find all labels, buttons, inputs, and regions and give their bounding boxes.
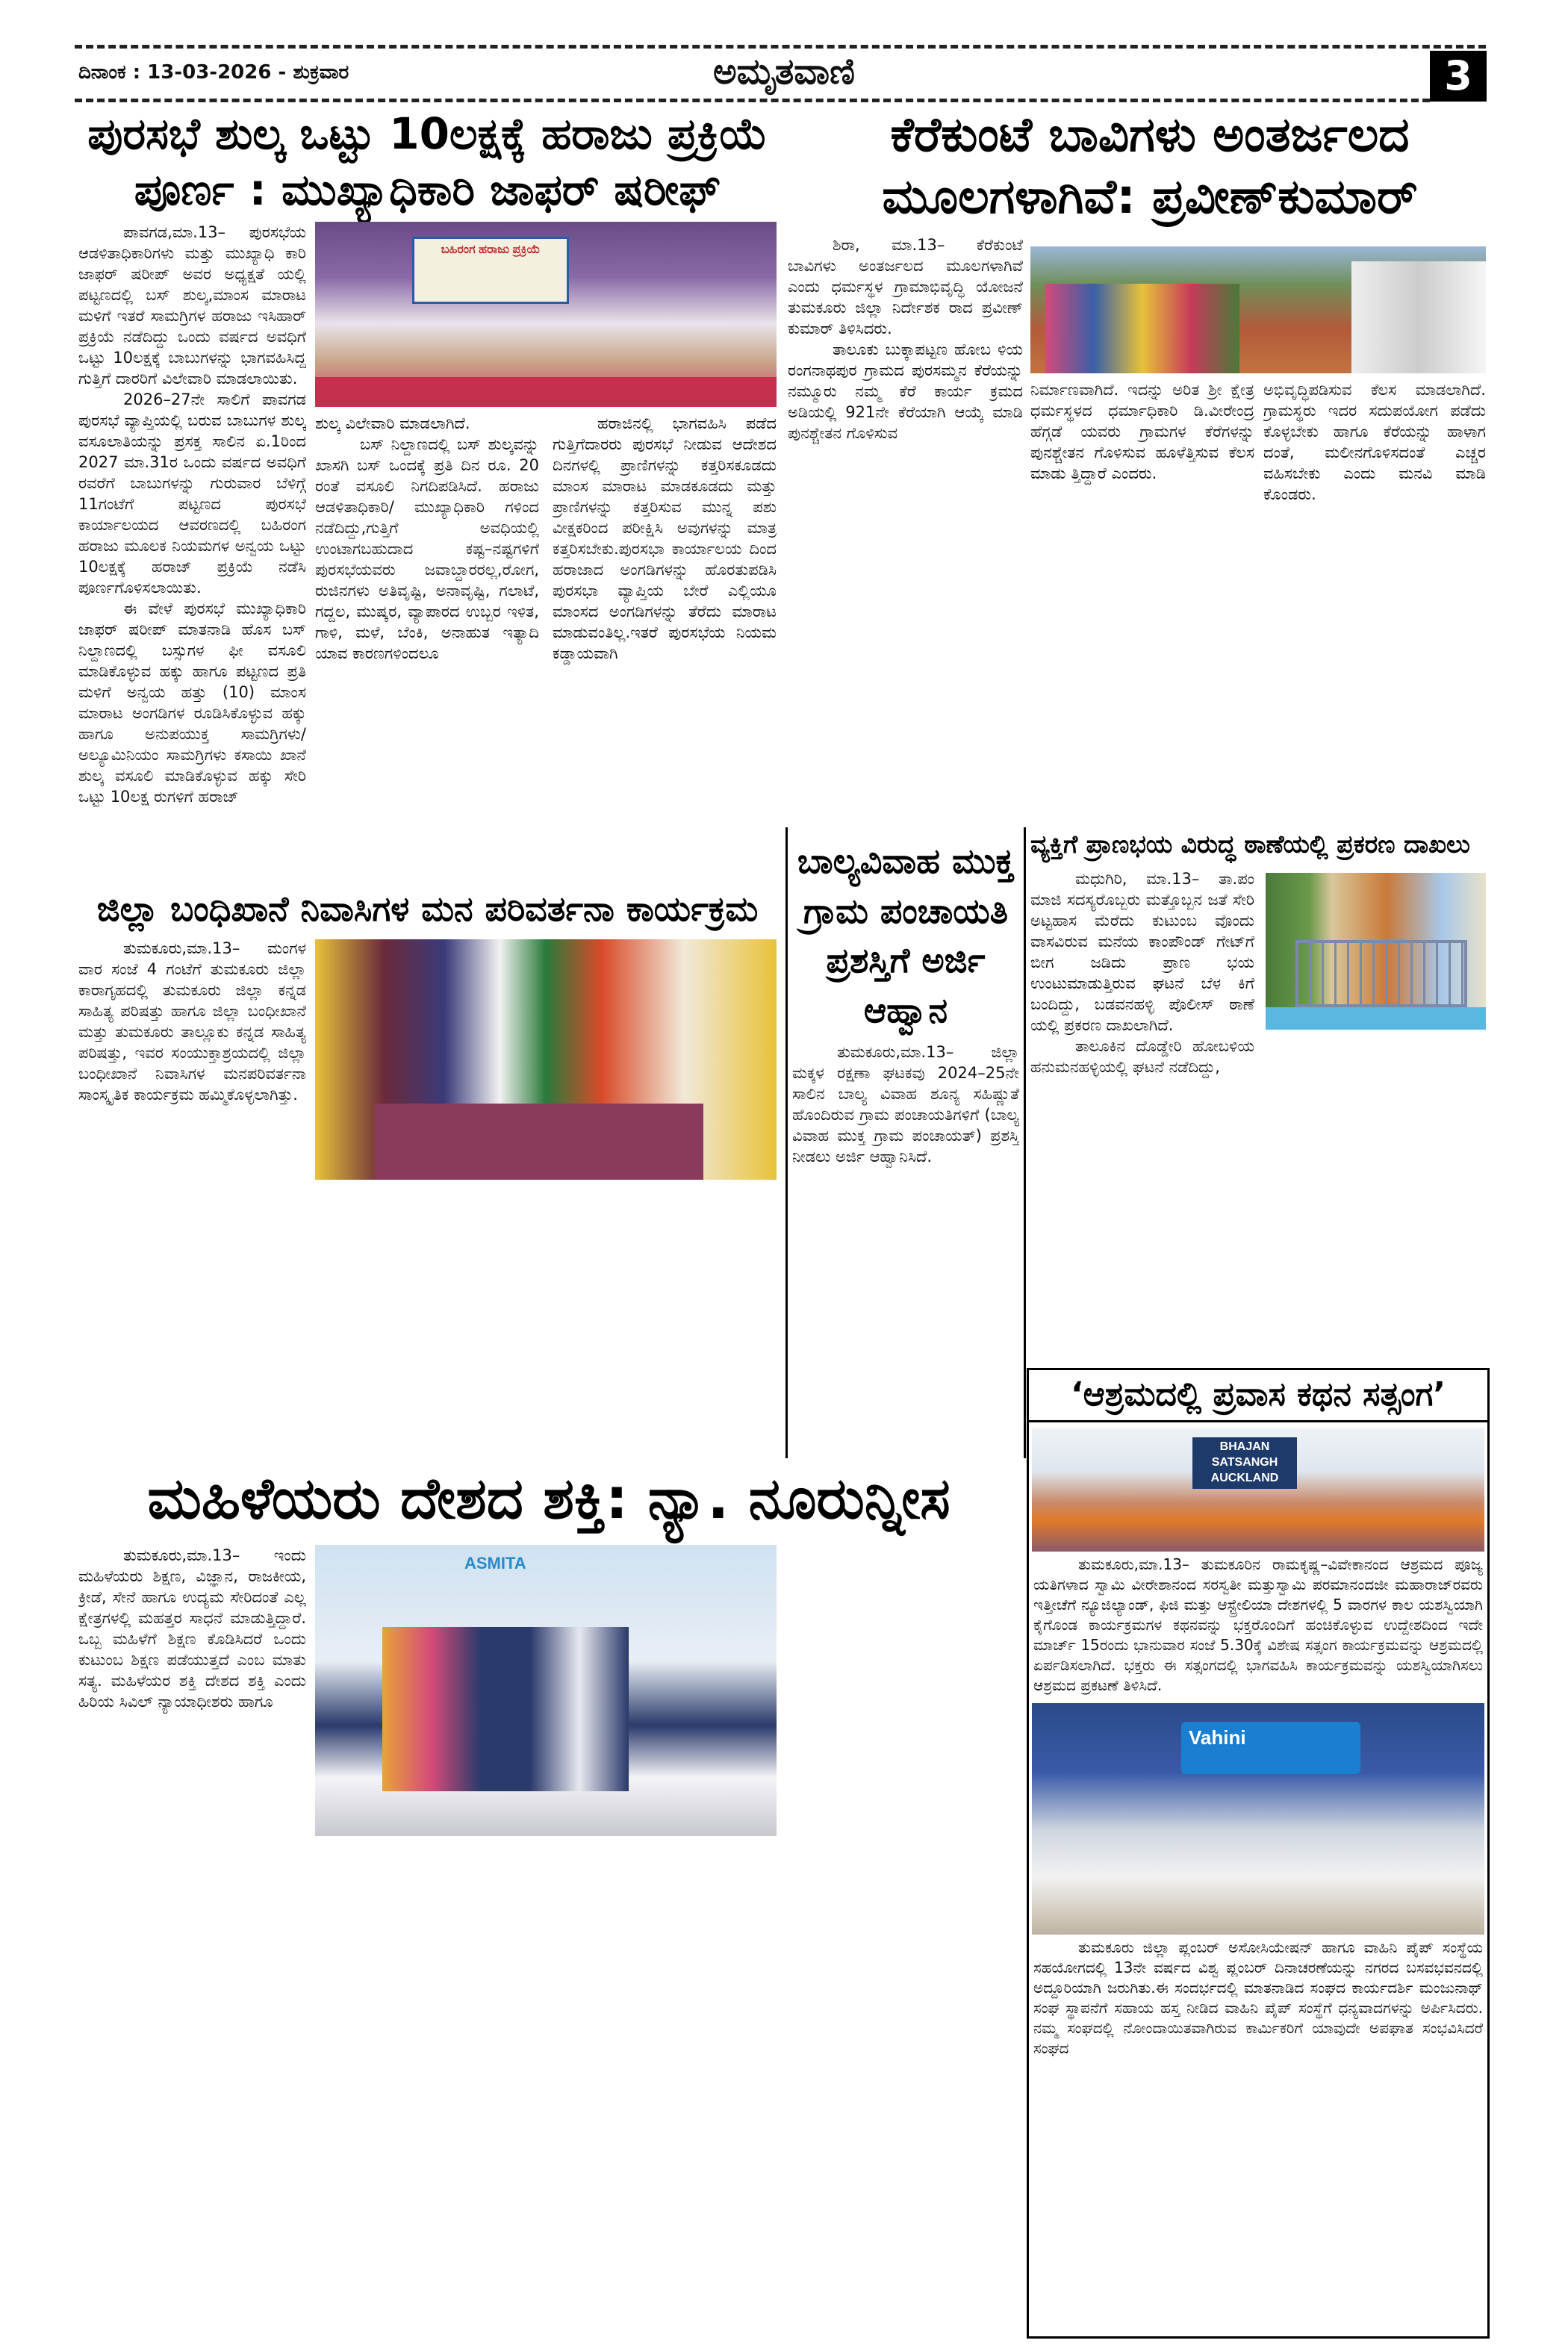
- article-body: [75, 932, 780, 1457]
- ashram-plumber-box: [1027, 1368, 1490, 2339]
- photo-lake-inauguration: [1030, 246, 1486, 373]
- article-headline-lakes-groundwater: [788, 105, 1486, 228]
- article-body: [788, 233, 1486, 829]
- article-column: [788, 234, 1023, 829]
- page-number: 3: [1430, 51, 1487, 102]
- article-municipal-auction: [75, 106, 780, 883]
- paragraph: ಅಭಿವೃದ್ಧಿಪಡಿಸುವ ಕೆಲಸ ಮಾಡಲಾಗಿದೆ. ಗ್ರಾಮಸ್ಥರು ಇದರ ಸದುಪಯೋಗ ಪಡೆದು ಕೊಳ್ಳಬೇಕು ಹಾಗೂ ಕೆರೆಯನ್ನು ಹಾಳಾಗ ದಂತೆ, ಮಲೀನಗೊಳಿಸದಂತೆ ಎಚ್ಚರ ವಹಿಸಬೇಕು ಎಂದು ಮನವಿ ಮಾಡಿ ಕೊಂಡರು.: [1263, 381, 1486, 504]
- headline-line: ಮೂಲಗಳಾಗಿವೆ: ಪ್ರವೀಣ್‌ಕುಮಾರ್: [882, 169, 1418, 225]
- paragraph: ತಾಲೂಕಿನ ದೊಡ್ಡೇರಿ ಹೋಬಳಿಯ ಹನುಮನಹಳ್ಳಿಯಲ್ಲಿ ಘಟನೆ ನಡೆದಿದ್ದು,: [1030, 1036, 1254, 1076]
- photo-banner: Vahini: [1181, 1722, 1360, 1774]
- article-column: [78, 222, 306, 883]
- article-column: [553, 413, 777, 883]
- paragraph: ತಾಲೂಕು ಬುಕ್ಕಾಪಟ್ಟಣ ಹೋಬ ಳಿಯ ರಂಗನಾಥಪುರ ಗ್ರಾಮದ ಪುರಸಮ್ಮನ ಕೆರೆಯನ್ನು ನಮ್ಮೂರು ನಮ್ಮ ಕೆರೆ ಕಾರ್ಯ ಕ್ರಮದ ಅಡಿಯಲ್ಲಿ 921ನೇ ಕೆರೆಯಾಗಿ ಆಯ್ಕೆ ಮಾಡಿ ಪುನಶ್ಚೇತನ ಗೊಳಿಸುವ: [788, 340, 1023, 443]
- article-women-strength: [75, 1462, 1023, 2337]
- article-headline-women-strength: ಮಹಿಳೆಯರು ದೇಶದ ಶಕ್ತಿ: ನ್ಯಾ. ನೂರುನ್ನೀಸ: [147, 1465, 951, 1531]
- header-rule-top: [75, 45, 1486, 49]
- photo-womens-day-students: [315, 1545, 777, 1836]
- paragraph: ಶಿರಾ, ಮಾ.13– ಕೆರೆಕುಂಟೆ ಬಾವಿಗಳು ಅಂತರ್ಜಲದ ಮೂಲಗಳಾಗಿವೆ ಎಂದು ಧರ್ಮಸ್ಥಳ ಗ್ರಾಮಾಭಿವೃದ್ಧಿ ಯೋಜನೆ ತುಮಕೂರು ಜಿಲ್ಲಾ ನಿರ್ದೇಶಕ ರಾದ ಪ್ರವೀಣ್ ಕುಮಾರ್ ತಿಳಿಸಿದರು.: [788, 236, 1023, 338]
- paragraph: ಮಧುಗಿರಿ, ಮಾ.13– ತಾ.ಪಂ ಮಾಜಿ ಸದಸ್ಯರೊಬ್ಬರು ಮತ್ತೊಬ್ಬನ ಜತೆ ಸೇರಿ ಅಟ್ಟಹಾಸ ಮೆರೆದು ಕುಟುಂಬ ವೊಂದು ವಾಸವಿರುವ ಮನೆಯ ಕಾಂಪೌಂಡ್ ಗೇಟ್‌ಗೆ ಬೀಗ ಜಡಿದು ಪ್ರಾಣ ಭಯ ಉಂಟುಮಾಡುತ್ತಿರುವ ಘಟನೆ ಬೆಳ ಕಿಗೆ ಬಂದಿದ್ದು, ಬಡವನಹಳ್ಳಿ ಪೊಲೀಸ್ ಠಾಣೆ ಯಲ್ಲಿ ಪ್ರಕರಣ ದಾಖಲಾಗಿದೆ.: [1030, 869, 1254, 1034]
- headline-line: ಪೂರ್ಣ : ಮುಖ್ಯಾಧಿಕಾರಿ ಜಾಫರ್ ಷರೀಫ್: [134, 164, 721, 216]
- headline-line: ಕೆರೆಕುಂಟೆ ಬಾವಿಗಳು ಅಂತರ್ಜಲದ: [890, 108, 1410, 163]
- paragraph: ಬಸ್ ನಿಲ್ದಾಣದಲ್ಲಿ ಬಸ್ ಶುಲ್ಕವನ್ನು ಖಾಸಗಿ ಬಸ್ ಒಂದಕ್ಕೆ ಪ್ರತಿ ದಿನ ರೂ. 20 ರಂತೆ ವಸೂಲಿ ನಿಗದಿಪಡಿಸಿದೆ. ಹರಾಜು ಆಡಳಿತಾಧಿಕಾರಿ/ ಮುಖ್ಯಾಧಿಕಾರಿ ಗಳಿಂದ ನಡೆದಿದ್ದು,ಗುತ್ತಿಗೆ ಅವಧಿಯಲ್ಲಿ ಉಂಟಾಗಬಹುದಾದ ಕಷ್ಟ–ನಷ್ಟಗಳಿಗೆ ಪುರಸಭೆಯವರು ಜವಾಬ್ದಾರರಲ್ಲ,ರೋಗ, ರುಜಿನಗಳು ಅತಿವೃಷ್ಟಿ, ಅನಾವೃಷ್ಟಿ, ಗಲಾಟೆ, ಗದ್ದಲ, ಮುಷ್ಕರ, ವ್ಯಾಪಾರದ ಉಬ್ಬರ ಇಳಿತ, ಗಾಳಿ, ಮಳೆ, ಬೆಂಕಿ, ಅನಾಹುತ ಇತ್ಯಾದಿ ಯಾವ ಕಾರಣಗಳಿಂದಲೂ: [315, 435, 539, 662]
- article-headline-ashram-satsang: ‘ಆಶ್ರಮದಲ್ಲಿ ಪ್ರವಾಸ ಕಥನ ಸತ್ಸಂಗ’: [1029, 1370, 1487, 1422]
- paragraph: ತುಮಕೂರು ಜಿಲ್ಲಾ ಪ್ಲಂಬರ್ ಅಸೋಸಿಯೇಷನ್ ಹಾಗೂ ವಾಹಿನಿ ಪೈಪ್ ಸಂಸ್ಥೆಯ ಸಹಯೋಗದಲ್ಲಿ 13ನೇ ವರ್ಷದ ವಿಶ್ವ ಪ್ಲಂಬರ್ ದಿನಾಚರಣೆಯನ್ನು ನಗರದ ಬಸವಭವನದಲ್ಲಿ ಅದ್ದೂರಿಯಾಗಿ ಜರುಗಿತು.ಈ ಸಂದರ್ಭದಲ್ಲಿ ಮಾತನಾಡಿದ ಸಂಘದ ಕಾರ್ಯದರ್ಶಿ ಮಂಜುನಾಥ್ ಸಂಘ ಸ್ಥಾಪನೆಗೆ ಸಹಾಯ ಹಸ್ತ ನೀಡಿದ ವಾಹಿನಿ ಪೈಪ್ ಸಂಸ್ಥೆಗೆ ಧನ್ಯವಾದಗಳನ್ನು ಅರ್ಪಿಸಿದರು. ನಮ್ಮ ಸಂಘದಲ್ಲಿ ನೋಂದಾಯಿತವಾಗಿರುವ ಕಾರ್ಮಿಕರಿಗೆ ಯಾವುದೇ ಅಪಘಾತ ಸಂಭವಿಸಿದರೆ ಸಂಘದ: [1033, 1938, 1483, 2058]
- article-headline-jail-program: ಜಿಲ್ಲಾ ಬಂಧಿಖಾನೆ ನಿವಾಸಿಗಳ ಮನ ಪರಿವರ್ತನಾ ಕಾರ್ಯಕ್ರಮ: [96, 889, 759, 929]
- paragraph: ನಿರ್ಮಾಣವಾಗಿದೆ. ಇದನ್ನು ಅರಿತ ಶ್ರೀ ಕ್ಷೇತ್ರ ಧರ್ಮಸ್ಥಳದ ಧರ್ಮಾಧಿಕಾರಿ ಡಿ.ವೀರೇಂದ್ರ ಹೆಗ್ಗಡೆ ಯವರು ಗ್ರಾಮಗಳ ಕೆರೆಗಳನ್ನು ಪುನಶ್ಚೇತನ ಗೊಳಿಸುವ ಹೂಳೆತ್ತಿಸುವ ಕೆಲಸ ಮಾಡು ತ್ತಿದ್ದಾರೆ ಎಂದರು.: [1030, 381, 1254, 483]
- paragraph: 2026–27ನೇ ಸಾಲಿಗೆ ಪಾವಗಡ ಪುರಸಭೆ ವ್ಯಾಪ್ತಿಯಲ್ಲಿ ಬರುವ ಬಾಬುಗಳ ಶುಲ್ಕ ವಸೂಲಾತಿಯನ್ನು ಪ್ರಸಕ್ತ ಸಾಲಿನ ಏ.1ರಿಂದ 2027 ಮಾ.31ರ ಒಂದು ವರ್ಷದ ಅವಧಿಗೆ ರವರೆಗೆ ಬಾಬುಗಳನ್ನು ಗುರುವಾರ ಬೆಳಿಗ್ಗೆ 11ಗಂಟೆಗೆ ಪಟ್ಟಣದ ಪುರಸಭೆ ಕಾರ್ಯಾಲಯದ ಆವರಣದಲ್ಲಿ ಬಹಿರಂಗ ಹರಾಜು ಮೂಲಕ ನಿಯಮಗಳ ಅನ್ವಯ ಒಟ್ಟು 10ಲಕ್ಷಕ್ಕೆ ಹರಾಜ್ ಪ್ರಕ್ರಿಯೆ ನಡೆಸಿ ಪೂರ್ಣಗೊಳಿಸಲಾಯಿತು.: [78, 390, 306, 597]
- article-body: [792, 1042, 1019, 1452]
- article-column: [315, 1842, 539, 2337]
- article-threat-case: [1030, 829, 1487, 1359]
- photo-banner: BHAJAN SATSANGH AUCKLAND: [1192, 1437, 1297, 1488]
- crowd: [1045, 284, 1239, 373]
- paragraph: ಶುಲ್ಕ ವಿಲೇವಾರಿ ಮಾಡಲಾಗಿದೆ.: [315, 414, 470, 432]
- wall: [1266, 1007, 1486, 1030]
- paragraph: ತುಮಕೂರು,ಮಾ.13– ಜಿಲ್ಲಾ ಮಕ್ಕಳ ರಕ್ಷಣಾ ಘಟಕವು 2024–25ನೇ ಸಾಲಿನ ಬಾಲ್ಯ ವಿವಾಹ ಶೂನ್ಯ ಸಹಿಷ್ಣುತೆ ಹೊಂದಿರುವ ಗ್ರಾಮ ಪಂಚಾಯತಿಗಳಿಗೆ (ಬಾಲ್ಯ ವಿವಾಹ ಮುಕ್ತ ಗ್ರಾಮ ಪಂಚಾಯತ್) ಪ್ರಶಸ್ತಿ ನೀಡಲು ಅರ್ಜಿ ಆಹ್ವಾನಿಸಿದೆ.: [792, 1042, 1019, 1166]
- article-column: [1030, 379, 1254, 829]
- article-column: [553, 1842, 777, 2337]
- article-column: [1029, 1552, 1487, 1699]
- carpet: [375, 1104, 703, 1180]
- article-column: [1030, 868, 1254, 1359]
- child-marriage-notice-box: [785, 827, 1026, 1458]
- article-column: [553, 1186, 777, 1457]
- photo-auction-meeting: [315, 222, 777, 407]
- article-headline-child-marriage-award: ಬಾಲ್ಯವಿವಾಹ ಮುಕ್ತ ಗ್ರಾಮ ಪಂಚಾಯತಿ ಪ್ರಶಸ್ತಿಗೆ ಅರ್ಜಿ ಆಹ್ವಾನ: [797, 841, 1015, 1031]
- article-column: [1029, 1935, 1487, 2336]
- article-column: [1263, 379, 1486, 829]
- photo-jail-program: [315, 939, 777, 1180]
- headline-line: ಪುರಸಭೆ ಶುಲ್ಕ ಒಟ್ಟು 10ಲಕ್ಷಕ್ಕೆ ಹರಾಜು ಪ್ರಕ್ರಿಯೆ: [87, 108, 768, 159]
- article-body: [1030, 861, 1487, 1359]
- article-column: [315, 413, 539, 883]
- article-column: [315, 1186, 539, 1457]
- paragraph: ತುಮಕೂರು,ಮಾ.13– ಮಂಗಳ ವಾರ ಸಂಜೆ 4 ಗಂಟೆಗೆ ತುಮಕೂರು ಜಿಲ್ಲಾ ಕಾರಾಗೃಹದಲ್ಲಿ ತುಮಕೂರು ಜಿಲ್ಲಾ ಕನ್ನಡ ಸಾಹಿತ್ಯ ಪರಿಷತ್ತು ಹಾಗೂ ಜಿಲ್ಲಾ ಬಂಧೀಖಾನೆ ಮತ್ತು ತುಮಕೂರು ತಾಲ್ಲೂಕು ಕನ್ನಡ ಸಾಹಿತ್ಯ ಪರಿಷತ್ತು, ಇವರ ಸಂಯುಕ್ತಾಶ್ರಯದಲ್ಲಿ ಜಿಲ್ಲಾ ಬಂಧೀಖಾನೆ ನಿವಾಸಿಗಳ ಮನಪರಿವರ್ತನಾ ಸಾಂಸ್ಕೃತಿಕ ಕಾರ್ಯಕ್ರಮ ಹಮ್ಮಿಕೊಳ್ಳಲಾಗಿತ್ತು.: [78, 939, 306, 1104]
- masthead-title: ಅಮೃತವಾಣಿ: [712, 51, 856, 93]
- paragraph: ತುಮಕೂರು,ಮಾ.13– ಇಂದು ಮಹಿಳೆಯರು ಶಿಕ್ಷಣ, ವಿಜ್ಞಾನ, ರಾಜಕೀಯ, ಕ್ರೀಡೆ, ಸೇನೆ ಹಾಗೂ ಉದ್ಯಮ ಸೇರಿದಂತೆ ಎಲ್ಲ ಕ್ಷೇತ್ರಗಳಲ್ಲಿ ಮಹತ್ತರ ಸಾಧನೆ ಮಾಡುತ್ತಿದ್ದಾರೆ. ಒಬ್ಬ ಮಹಿಳೆಗೆ ಶಿಕ್ಷಣ ಕೊಡಿಸಿದರೆ ಒಂದು ಕುಟುಂಬ ಶಿಕ್ಷಣ ಪಡೆಯುತ್ತದೆ ಎಂಬ ಮಾತು ಸತ್ಯ. ಮಹಿಳೆಯರ ಶಕ್ತಿ ದೇಶದ ಶಕ್ತಿ ಎಂದು ಹಿರಿಯ ಸಿವಿಲ್ ನ್ಯಾಯಾಧೀಶರು ಹಾಗೂ: [78, 1546, 306, 1711]
- article-column: [1263, 1036, 1486, 1359]
- article-column: [792, 1042, 1019, 1452]
- paragraph: ಈ ವೇಳೆ ಪುರಸಭೆ ಮುಖ್ಯಾಧಿಕಾರಿ ಜಾಫರ್ ಷರೀಪ್ ಮಾತನಾಡಿ ಹೊಸ ಬಸ್ ನಿಲ್ದಾಣದಲ್ಲಿ ಬಸ್ಸುಗಳ ಫೀ ವಸೂಲಿ ಮಾಡಿಕೊಳ್ಳುವ ಹಕ್ಕು ಹಾಗೂ ಪಟ್ಟಣದ ಪ್ರತಿ ಮಳಿಗೆ ಅನ್ವಯ ಹತ್ತು (10) ಮಾಂಸ ಮಾರಾಟ ಅಂಗಡಿಗಳ ರೂಡಿಸಿಕೊಳ್ಳುವ ಹಕ್ಕು ಹಾಗೂ ಅನುಪಯುಕ್ತ ಸಾಮಗ್ರಿಗಳು/ ಅಲ್ಯೂಮಿನಿಯಂ ಸಾಮಗ್ರಿಗಳು ಕಸಾಯಿ ಖಾನೆ ಶುಲ್ಕ ವಸೂಲಿ ಮಾಡಿಕೊಳ್ಳುವ ಹಕ್ಕು ಸೇರಿ ಒಟ್ಟು 10ಲಕ್ಷ ರುಗಳಿಗೆ ಹರಾಜ್: [78, 599, 306, 806]
- article-column: [788, 1545, 1021, 2337]
- students-group: [382, 1627, 629, 1791]
- article-jail-program: [75, 887, 780, 1457]
- photo-banner: ASMITA: [464, 1553, 526, 1572]
- paragraph: ಪಾವಗಡ,ಮಾ.13– ಪುರಸಭೆಯ ಆಡಳಿತಾಧಿಕಾರಿಗಳು ಮತ್ತು ಮುಖ್ಯಾಧಿ ಕಾರಿ ಜಾಫರ್ ಷರೀಪ್ ಅವರ ಅಧ್ಯಕ್ಷತೆ ಯಲ್ಲಿ ಪಟ್ಟಣದಲ್ಲಿ ಬಸ್ ಶುಲ್ಕ,ಮಾಂಸ ಮಾರಾಟ ಮಳಿಗೆ ಇತರೆ ಸಾಮಗ್ರಿಗಳ ಹರಾಜು ಇಸಿಹಾರ್ ಪ್ರಕ್ರಿಯೆ ನಡೆದಿದ್ದು ಒಂದು ವರ್ಷದ ಅವಧಿಗೆ ಒಟ್ಟು 10ಲಕ್ಷಕ್ಕೆ ಬಾಬುಗಳನ್ನು ಭಾಗವಹಿಸಿದ್ದ ಗುತ್ತಿಗೆ ದಾರರಿಗೆ ವಿಲೇವಾರಿ ಮಾಡಲಾಯಿತು.: [78, 223, 306, 388]
- officials: [1351, 261, 1486, 373]
- photo-locked-gate: [1266, 873, 1486, 1030]
- header-rule-bottom: [75, 99, 1430, 102]
- article-lakes-groundwater: [788, 105, 1486, 829]
- gate: [1295, 940, 1467, 1007]
- article-column: [78, 938, 306, 1457]
- photo-plumber-day: [1032, 1703, 1484, 1935]
- paragraph: ಹರಾಜಿನಲ್ಲಿ ಭಾಗವಹಿಸಿ ಪಡೆದ ಗುತ್ತಿಗೆದಾರರು ಪುರಸಭೆ ನೀಡುವ ಆದೇಶದ ದಿನಗಳಲ್ಲಿ ಪ್ರಾಣಿಗಳನ್ನು ಕತ್ತರಿಸಕೂಡದು ಮಾಂಸ ಮಾರಾಟ ಮಾಡಕೂಡದು ಮತ್ತು ಪ್ರಾಣಿಗಳನ್ನು ಕತ್ತರಿಸುವ ಮುನ್ನ ಪಶು ವೀಕ್ಷಕರಿಂದ ಪರೀಕ್ಷಿಸಿ ಅವುಗಳನ್ನು ಮಾತ್ರ ಕತ್ತರಿಸಬೇಕು.ಪುರಸಭಾ ಕಾರ್ಯಾಲಯ ದಿಂದ ಹರಾಜಾದ ಅಂಗಡಿಗಳನ್ನು ಹೊರತುಪಡಿಸಿ ಪುರಸಭಾ ವ್ಯಾಪ್ತಿಯ ಬೇರೆ ಎಲ್ಲಿಯೂ ಮಾಂಸದ ಅಂಗಡಿಗಳನ್ನು ತೆರೆದು ಮಾರಾಟ ಮಾಡುವಂತಿಲ್ಲ.ಇತರೆ ಪುರಸಭೆಯ ನಿಯಮ ಕಡ್ಡಾಯವಾಗಿ: [553, 414, 777, 662]
- article-body: [75, 1536, 1023, 2337]
- photo-bhajan-satsangh: [1032, 1428, 1484, 1552]
- table-cloth: [315, 377, 777, 407]
- article-headline-threat-case: ವ್ಯಕ್ತಿಗೆ ಪ್ರಾಣಭಯ ವಿರುದ್ಧ ಠಾಣೆಯಲ್ಲಿ ಪ್ರಕರಣ ದಾಖಲು: [1030, 830, 1470, 859]
- issue-date: ದಿನಾಂಕ : 13-03-2026 - ಶುಕ್ರವಾರ: [78, 61, 349, 84]
- paragraph: ತುಮಕೂರು,ಮಾ.13– ತುಮಕೂರಿನ ರಾಮಕೃಷ್ಣ–ವಿವೇಕಾನಂದ ಆಶ್ರಮದ ಪೂಜ್ಯ ಯತಿಗಳಾದ ಸ್ವಾಮಿ ವೀರೇಶಾನಂದ ಸರಸ್ವತೀ ಮತ್ತುಸ್ವಾಮಿ ಪರಮಾನಂದಜೀ ಮಹಾರಾಜ್‌ರವರು ಇತ್ತೀಚೆಗೆ ನ್ಯೂಜಿಲ್ಯಾಂಡ್, ಫಿಜಿ ಮತ್ತು ಆಸ್ಟ್ರೇಲಿಯಾ ದೇಶಗಳಲ್ಲಿ 5 ವಾರಗಳ ಕಾಲ ಯಶಸ್ವಿಯಾಗಿ ಕೈಗೊಂಡ ಕಾರ್ಯಕ್ರಮಗಳ ಕಥನವನ್ನು ಭಕ್ತರೊಂದಿಗೆ ಹಂಚಿಕೊಳ್ಳುವ ಉದ್ದೇಶದಿಂದ ಇದೇ ಮಾರ್ಚ್ 15ರಂದು ಭಾನುವಾರ ಸಂಜೆ 5.30ಕ್ಕೆ ವಿಶೇಷ ಸತ್ಸಂಗ ಕಾರ್ಯಕ್ರಮವನ್ನು ಆಶ್ರಮದಲ್ಲಿ ಏರ್ಪಡಿಸಲಾಗಿದೆ. ಭಕ್ತರು ಈ ಸತ್ಸಂಗದಲ್ಲಿ ಭಾಗವಹಿಸಿ ಕಾರ್ಯಕ್ರಮವನ್ನು ಯಶಸ್ವಿಯಾಗಿಸಲು ಆಶ್ರಮದ ಪ್ರಕಟಣೆ ತಿಳಿಸಿದೆ.: [1033, 1555, 1483, 1695]
- photo-banner: ಬಹಿರಂಗ ಹರಾಜು ಪ್ರಕ್ರಿಯೆ: [412, 237, 569, 304]
- article-body: [75, 219, 780, 883]
- article-headline-municipal-auction: [75, 106, 780, 219]
- article-column: [78, 1545, 306, 2337]
